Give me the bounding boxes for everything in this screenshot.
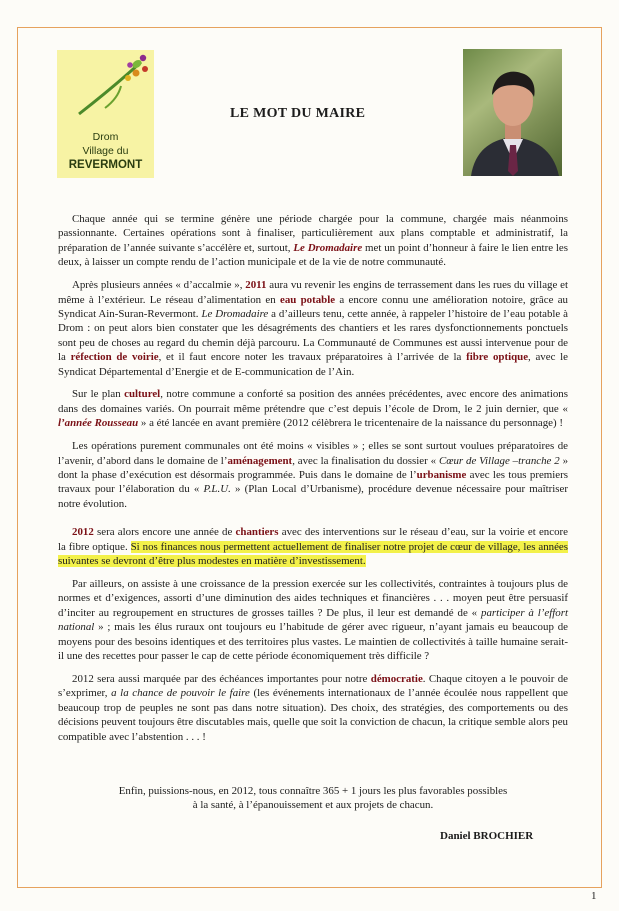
paragraph-culture: Sur le plan culturel, notre commune a conforté sa position des années précédentes, avec encore des animations dans des domaines variés. On pourrait même prétendre que c’est depuis l’école de Drom, le 2 juin dernier, que « l’année Rousseau » a été lancée en avant première (2012 célèbrera le tricentenaire de la naissance du personnage) ! (58, 388, 568, 430)
logo-line-3: REVERMONT (68, 159, 143, 171)
village-logo (57, 50, 154, 178)
keyword-eau-potable: eau potable (279, 293, 336, 306)
keyword-dromadaire: Le Dromadaire (293, 241, 363, 254)
closing-line-1: Enfin, puissions-nous, en 2012, tous connaître 365 + 1 jours les plus favorables possibles (118, 785, 508, 797)
keyword-democratie: démocratie (370, 672, 423, 685)
mayor-portrait (463, 49, 562, 176)
keyword-2012: 2012 (72, 526, 94, 539)
logo-line-1: Drom (92, 131, 119, 143)
page-number: 1 (591, 890, 597, 902)
closing-wishes (58, 784, 568, 813)
flower-emblem-icon (57, 50, 154, 120)
keyword-refection-voirie: réfection de voirie (70, 351, 159, 364)
keyword-amenagement: aménagement (227, 454, 293, 467)
keyword-chantiers: chantiers (235, 526, 279, 539)
highlighted-sentence: Si nos finances nous permettent actuellement de finaliser notre projet de cœur de village, les années suivantes se devront d’être plus modestes en matière d’investissement. (58, 540, 568, 568)
paragraph-democratie: 2012 sera aussi marquée par des échéances importantes pour notre démocratie. Chaque citoyen a le pouvoir de s’exprimer, a la chance de pouvoir le faire (les événements internationaux de l’année écoulée nous rappellent que beaucoup trop de peuples ne sont pas dans notre situation). Des choix, des stratégies, des comportements ou des décisions peuvent toujours être discutables mais, quelle que soit la conviction de chacun, la critique semble alors peu compatible avec l’abstention . . . ! (58, 672, 568, 743)
keyword-culturel: culturel (124, 388, 161, 401)
article-body (58, 212, 568, 752)
paragraph-works-2011: Après plusieurs années « d’accalmie », 2011 aura vu revenir les engins de terrassement dans les rues du village et même à l’extérieur. Le réseau d’alimentation en eau potable a encore connu une amélioration notoire, grâce au Syndicat Ain-Suran-Revermont. Le Dromadaire a d’ailleurs tenu, cette année, à rappeler l’histoire de l’eau potable à Drom : on peut alors bien constater que les désagréments des chantiers et les rares dysfonctionnements ponctuels sont peu de choses au regard du chemin déjà parcouru. La Communauté de Communes est aussi intervenue pour de la réfection de voirie, et il faut encore noter les travaux préparatoires à l’arrivée de la fibre optique, avec le Syndicat Départemental d’Energie et de E-communication de l’Ain. (58, 279, 568, 378)
keyword-fibre-optique: fibre optique (466, 351, 529, 364)
closing-line-2: à la santé, à l’épanouissement et aux projets de chacun. (192, 799, 434, 812)
keyword-urbanisme: urbanisme (416, 469, 467, 481)
logo-line-2: Village du (82, 145, 129, 157)
keyword-annee-rousseau: l’année Rousseau (58, 417, 139, 430)
paragraph-amenagement: Les opérations purement communales ont été moins « visibles » ; elles se sont surtout voulues préparatoires de l’avenir, d’abord dans le domaine de l’aménagement, avec la finalisation du dossier « Cœur de Village –tranche 2 » dont la phase d’exécution est désormais programmée. Puis dans le domaine de l’urbanisme avec les tous premiers travaux pour l’élaboration du « P.L.U. » (Plan Local d’Urbanisme), procédure devenue nécessaire pour maîtriser notre évolution. (58, 440, 569, 510)
paragraph-intro: Chaque année qui se termine génère une période chargée pour la commune, chargée mais néanmoins passionnante. Certaines opérations sont à finaliser, particulièrement aux plans comptable et administratif, la préparation de l’année suivante s’accélère et, surtout, Le Dromadaire met un point d’honneur à faire le lien entre les deux, à laisser un compte rendu de l’action municipale et de la vie de notre communauté. (58, 213, 568, 269)
paragraph-collectivites: Par ailleurs, on assiste à une croissance de la pression exercée sur les collectivités, contraintes à toujours plus de normes et d’exigences, assorti d’une diminution des aides techniques et financières . . . moyen peut être persuasif d’inciter au regroupement en structures de grosses tailles ? De plus, il leur est demandé de « participer à l’effort national » ; mais les élus ruraux ont toujours eu l’habitude de gérer avec rigueur, n’ayant jamais eu beaucoup de moyens pour des besoins identiques et des territoires plus vastes. Le maintien de collectivités à taille humaine serait-il une des recettes pour passer le cap de cette période économiquement très difficile ? (58, 577, 568, 662)
paragraph-2012-chantiers: 2012 sera alors encore une année de chantiers avec des interventions sur le réseau d’eau, sur la voirie et encore la fibre optique. Si nos finances nous permettent actuellement de finaliser notre projet de cœur de village, les années suivantes se devront d’être plus modestes en matière d’investissement. (58, 526, 568, 568)
keyword-2011: 2011 (245, 279, 267, 292)
page-title: LE MOT DU MAIRE (230, 106, 366, 121)
signature: Daniel BROCHIER (440, 830, 534, 842)
